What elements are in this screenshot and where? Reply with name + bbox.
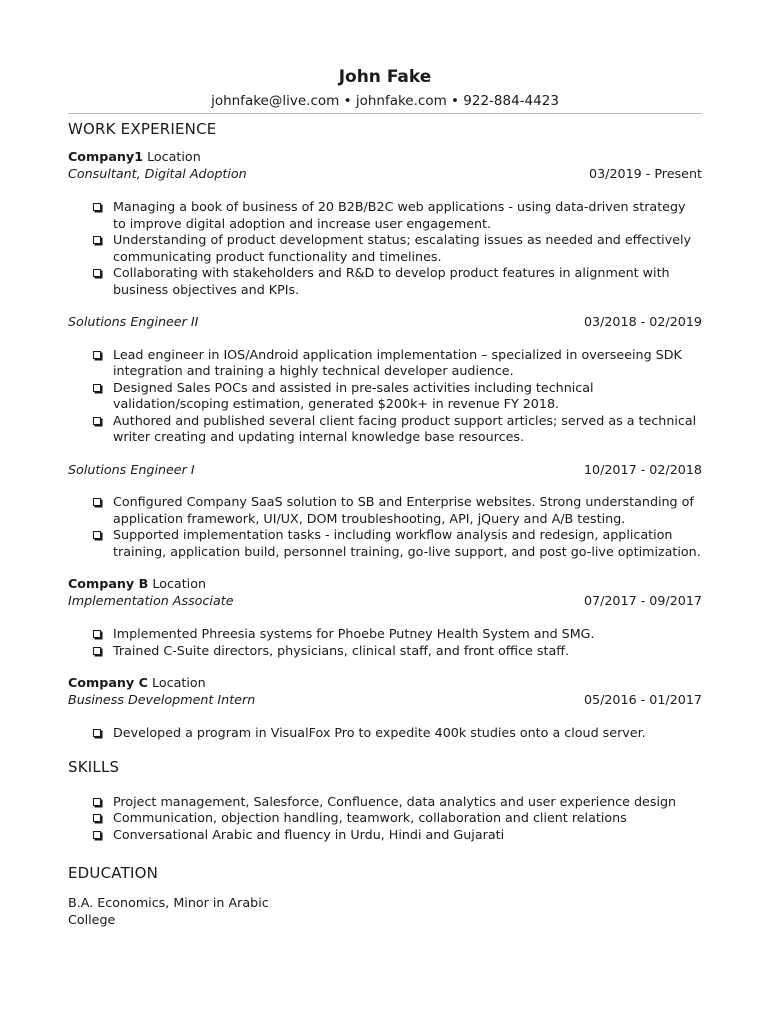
degree: B.A. Economics, Minor in Arabic	[68, 895, 269, 910]
companyC-header	[68, 675, 702, 692]
company-location: Location	[147, 149, 201, 164]
company-name: Company C	[68, 675, 148, 690]
checkbox-bullet-icon	[93, 647, 101, 655]
list-item: Configured Company SaaS solution to SB and Enterprise websites. Strong understanding of application framework, UI/UX, DOM troubleshooting, API, jQuery and A/B testing.	[68, 494, 702, 527]
list-item: Implemented Phreesia systems for Phoebe Putney Health System and SMG.	[68, 626, 702, 643]
list-item: Authored and published several client facing product support articles; served as a technical writer creating and updating internal knowledge base resources.	[68, 413, 702, 446]
checkbox-bullet-icon	[93, 269, 101, 277]
role-row-solutions-engineer-i	[68, 462, 702, 479]
role-row-consultant	[68, 166, 702, 183]
role-dates: 10/2017 - 02/2018	[583, 461, 702, 477]
list-item: Understanding of product development status; escalating issues as needed and effectively communicating product functionality and timelines.	[68, 232, 702, 265]
role-row-implementation-associate	[68, 593, 702, 610]
role-title: Consultant, Digital Adoption	[68, 165, 247, 181]
checkbox-bullet-icon	[93, 814, 101, 822]
bullet-list	[68, 347, 702, 446]
companyB-header	[68, 576, 702, 593]
education-heading: EDUCATION	[68, 864, 158, 882]
checkbox-bullet-icon	[93, 417, 101, 425]
checkbox-bullet-icon	[93, 384, 101, 392]
list-item: Designed Sales POCs and assisted in pre-sales activities including technical validation/scoping estimation, generated $200k+ in revenue FY 2018.	[68, 380, 702, 413]
role-row-solutions-engineer-ii	[68, 314, 702, 331]
list-item: Trained C-Suite directors, physicians, clinical staff, and front office staff.	[68, 643, 702, 660]
checkbox-bullet-icon	[93, 831, 101, 839]
role-title: Solutions Engineer II	[68, 314, 199, 329]
role-title: Solutions Engineer I	[68, 461, 195, 477]
checkbox-bullet-icon	[93, 236, 101, 244]
bullet-list	[68, 494, 702, 560]
role-row-business-development-intern	[68, 692, 702, 709]
list-item: Developed a program in VisualFox Pro to expedite 400k studies onto a cloud server.	[68, 725, 702, 742]
header-divider	[68, 113, 702, 114]
skills-list	[68, 794, 702, 844]
role-title: Implementation Associate	[68, 592, 234, 608]
company-location: Location	[151, 675, 206, 690]
contact-line: johnfake@live.com • johnfake.com • 922-884-4423	[211, 93, 559, 109]
role-dates: 03/2018 - 02/2019	[583, 314, 702, 329]
role-dates: 03/2019 - Present	[589, 165, 702, 181]
resume-name: John Fake	[338, 67, 432, 87]
work-experience-heading: WORK EXPERIENCE	[68, 120, 217, 138]
company-name: Company1	[68, 149, 144, 164]
bullet-list	[68, 199, 702, 298]
company1-header	[68, 149, 702, 166]
school: College	[68, 911, 116, 927]
resume-page	[68, 66, 702, 928]
list-item: Communication, objection handling, teamwork, collaboration and client relations	[68, 810, 702, 827]
list-item: Conversational Arabic and fluency in Urdu, Hindi and Gujarati	[68, 827, 702, 844]
company-name: Company B	[68, 576, 149, 591]
checkbox-bullet-icon	[93, 351, 101, 359]
checkbox-bullet-icon	[93, 498, 101, 506]
checkbox-bullet-icon	[93, 798, 101, 806]
list-item: Project management, Salesforce, Confluence, data analytics and user experience design	[68, 794, 702, 811]
checkbox-bullet-icon	[93, 531, 101, 539]
checkbox-bullet-icon	[93, 630, 101, 638]
role-dates: 05/2016 - 01/2017	[583, 691, 702, 707]
list-item: Supported implementation tasks - including workflow analysis and redesign, application training, application build, personnel training, go-live support, and post go-live optimization.	[68, 527, 702, 560]
company-location: Location	[152, 576, 207, 591]
checkbox-bullet-icon	[93, 729, 101, 737]
bullet-list	[68, 626, 702, 659]
bullet-list	[68, 725, 702, 742]
list-item: Lead engineer in IOS/Android application implementation – specialized in overseeing SDK integration and training a highly technical developer audience.	[68, 347, 702, 380]
list-item: Collaborating with stakeholders and R&D to develop product features in alignment with business objectives and KPIs.	[68, 265, 702, 298]
checkbox-bullet-icon	[93, 203, 101, 211]
role-dates: 07/2017 - 09/2017	[583, 592, 702, 608]
skills-heading: SKILLS	[68, 757, 120, 776]
list-item: Managing a book of business of 20 B2B/B2C web applications - using data-driven strategy to improve digital adoption and increase user engagement.	[68, 199, 702, 232]
role-title: Business Development Intern	[68, 691, 256, 707]
